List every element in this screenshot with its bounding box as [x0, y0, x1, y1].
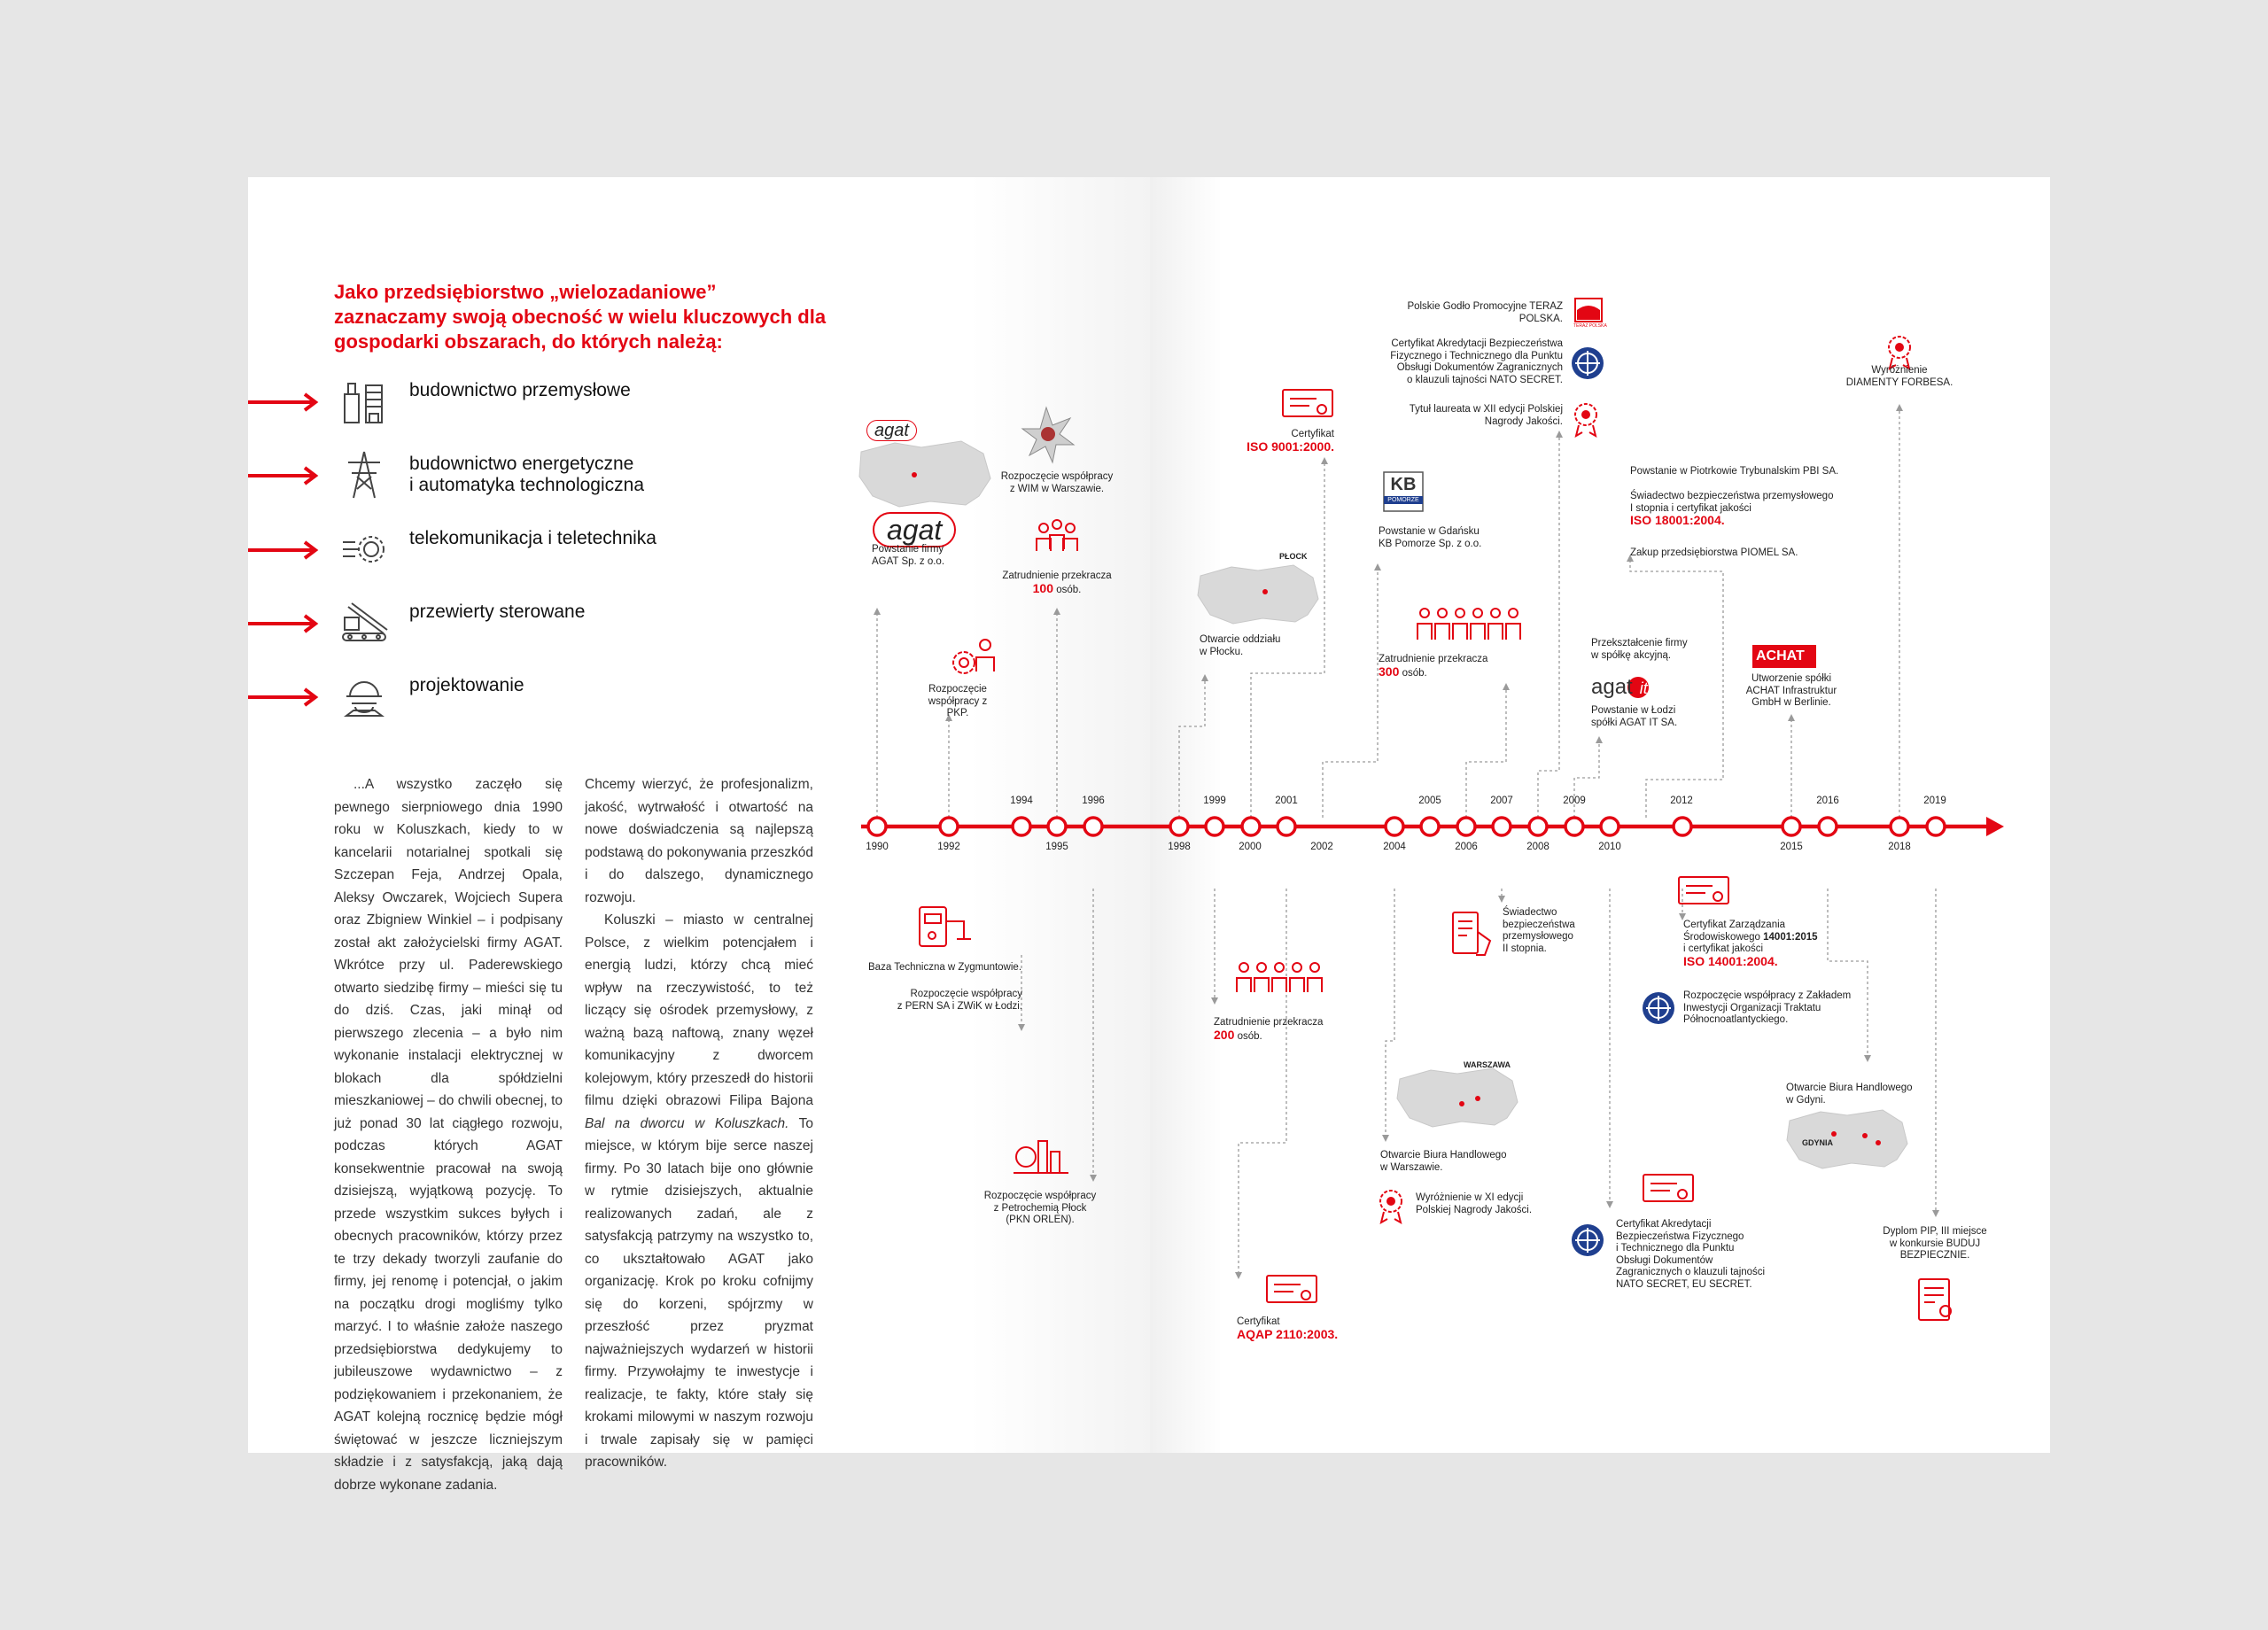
- year-label: 2015: [1780, 842, 1803, 852]
- connector-2002: [1239, 889, 1286, 1276]
- agat-it-logo-text: agat: [1591, 675, 1633, 699]
- event-2015-iso14001: [1683, 920, 1818, 969]
- year-label: 2019: [1923, 796, 1946, 806]
- year-label: 2006: [1455, 842, 1478, 852]
- agat-it-logo: [1591, 675, 1648, 701]
- connector-2005: [1323, 567, 1378, 818]
- year-label: 2002: [1310, 842, 1333, 852]
- cert-iso: ISO 9001:2000.: [1247, 439, 1334, 454]
- staff-unit: osób.: [1237, 1030, 1262, 1042]
- event-aqap: [1237, 1316, 1338, 1342]
- map-label-warszawa: WARSZAWA: [1464, 1060, 1511, 1069]
- event-2012-pbi: Powstanie w Piotrkowie Trybunalskim PBI SA.: [1630, 466, 1839, 477]
- year-label: 1994: [1010, 796, 1033, 806]
- body-text: Koluszki – miasto w centralnej Polsce, z wielkim potencjałem i energią ludzi, którzy chcą mieć wpływ na rzeczywistość, to też liczący się ośrodek przemysłowy, z ważną bazą naftową, znany węzeł komunikacyjny z dworcem kolejowym, który przeszedł do historii filmu dzięki obrazowi Filipa Bajona: [585, 912, 813, 1108]
- kb-logo-sub: POMORZE: [1384, 496, 1423, 504]
- film-title: Bal na dworcu w Koluszkach.: [585, 1115, 789, 1131]
- staff-unit: osób.: [1056, 584, 1082, 595]
- event-text: Świadectwo bezpieczeństwa przemysłowego I stopnia i certyfikat jakości: [1630, 491, 1834, 514]
- cert-aqap: AQAP 2110:2003.: [1237, 1326, 1339, 1341]
- category-label: projektowanie: [409, 675, 524, 695]
- nato-emblem-icon: [1572, 1224, 1604, 1256]
- map-label-gdynia: GDYNIA: [1802, 1138, 1834, 1147]
- category-label: budownictwo przemysłowe: [409, 380, 631, 400]
- pkp-gear-worker-icon: [953, 640, 994, 673]
- security-certificate-icon: [1453, 912, 1490, 955]
- body-paragraph: ...A wszystko zaczęło się pewnego sierpniowego dnia 1990 roku w Koluszkach, kiedy to w kancelarii notarialnej spotkali się Szczepan Feja, Andrzej Opala, Aleksy Owczarek, Wojciech Supera oraz Zbigniew Winkiel – i podpisany został akt założycielski firmy AGAT. Wkrótce przy ul. Paderewskiego otwarto siedzibę firmy – mieści się tu do dziś. Czas, jaki minął od pierwszego zlecenia – a było nim wykonanie instalacji elektrycznej w blokach dla spółdzielni mieszkaniowej – do chwili obecnej, to już ponad 30 lat ciągłego rozwoju, podczas których AGAT konsekwentnie pracował na swoją dzisiejszą, wyjątkową pozycję. To przede wszystkim sukces byłych i obecnych pracowników, którzy przez te trzy dekady tworzyli zaufanie do firmy, jej renomę i potencjał, o jakim na początku drogi mogliśmy tylko marzyć. I to właśnie założe naszego przedsiębiorstwa dedykujemy to jubileuszowe wydawnictwo – z podziękowaniem i przekonaniem, że AGAT kolejną rocznicę będzie mógł świętować w jeszcze liczniejszym składzie i z satysfakcją, jaką dają dobrze wykonane zadania.: [334, 777, 563, 1493]
- category-label: budownictwo energetyczne i automatyka technologiczna: [409, 454, 644, 495]
- year-label: 1998: [1168, 842, 1191, 852]
- event-1999-plock: Otwarcie oddziału w Płocku.: [1200, 634, 1281, 657]
- workers-300-icon: [1418, 609, 1520, 640]
- event-2008-award: Tytuł laureata w XII edycji Polskiej Nagrody Jakości.: [1409, 404, 1563, 427]
- kb-logo-text: KB: [1390, 475, 1417, 494]
- certificate-nato-icon: [1643, 1175, 1693, 1201]
- diploma-pip-icon: [1919, 1279, 1951, 1320]
- staff-label: Zatrudnienie przekracza: [1002, 570, 1112, 581]
- year-label: 2009: [1563, 796, 1586, 806]
- event-text: Certyfikat Zarządzania Środowiskowego: [1683, 920, 1786, 943]
- connector-2004: [1386, 889, 1394, 1138]
- year-label: 2007: [1490, 796, 1513, 806]
- category-label: przewierty sterowane: [409, 602, 586, 622]
- certificate-iso9001-icon: [1283, 390, 1332, 416]
- body-paragraph: Chcemy wierzyć, że profesjonalizm, jakość, wytrwałość i otwartość na nowe doświadczenia są najlepszą podstawą do pokonywania przeszkód i do dalszego, dynamicznego rozwoju.: [585, 777, 813, 905]
- workers-200-icon: [1237, 963, 1322, 992]
- event-2007-security: Świadectwo bezpieczeństwa przemysłowego II stopnia.: [1503, 907, 1575, 954]
- event-1996-orlen: Rozpoczęcie współpracy z Petrochemią Płock (PKN ORLEN).: [983, 1191, 1097, 1225]
- award-rosette-icon: [1575, 404, 1596, 436]
- poland-map-plock: [1198, 565, 1318, 624]
- year-label: 2010: [1598, 842, 1621, 852]
- event-1995-staff: [998, 570, 1116, 596]
- year-label: 1996: [1082, 796, 1105, 806]
- agat-it-logo-suffix: it: [1639, 679, 1648, 697]
- year-label: 2005: [1418, 796, 1441, 806]
- event-1995-wim: Rozpoczęcie współpracy z WIM w Warszawie.: [1000, 471, 1114, 494]
- event-2008-teraz-polska: Polskie Godło Promocyjne TERAZ POLSKA.: [1407, 301, 1563, 324]
- award-rosette-icon: [1380, 1191, 1402, 1222]
- event-2012-piomel: Zakup przedsiębiorstwa PIOMEL SA.: [1630, 547, 1798, 558]
- teraz-polska-text: TERAZ POLSKA: [1573, 323, 1607, 329]
- event-2004-award: Wyróżnienie w XI edycji Polskiej Nagrody Jakości.: [1416, 1192, 1533, 1215]
- year-label: 2004: [1383, 842, 1406, 852]
- event-2000-staff: [1214, 1017, 1323, 1043]
- event-2009-agatit: Powstanie w Łodzi spółki AGAT IT SA.: [1591, 705, 1678, 728]
- body-text: To miejsce, w którym bije serce naszej firmy. Po 30 latach bije ono głównie w rytmie dzisiejszych, aktualnie realizowanych zadań, ale z satysfakcją patrzymy na wszystko to, co ukształtowało AGAT jako organizację. Krok po kroku cofnijmy się do korzeni, spójrzmy w przeszłość przez pryzmat najważniejszych wydarzeń w historii firmy. Przywołajmy te inwestycje i realizacje, te fakty, które stały się krokami milowymi w naszym rozwoju i trwale zapisały się w pamięci pracowników.: [585, 1115, 813, 1470]
- staff-number: 300: [1379, 664, 1400, 679]
- connector-2008: [1538, 434, 1559, 818]
- year-label: 1990: [866, 842, 889, 852]
- event-text: i certyfikat jakości: [1683, 943, 1764, 954]
- year-label: 1995: [1045, 842, 1068, 852]
- achat-logo-text: ACHAT: [1756, 648, 1805, 664]
- event-2016-gdynia: Otwarcie Biura Handlowego w Gdyni.: [1786, 1083, 1913, 1106]
- cert-iso: 14001:2015: [1763, 931, 1818, 943]
- year-label: 1992: [937, 842, 960, 852]
- staff-unit: osób.: [1402, 667, 1427, 679]
- agat-logo: agat: [873, 512, 956, 547]
- year-label: 2008: [1526, 842, 1550, 852]
- event-1990: Powstanie firmy AGAT Sp. z o.o.: [872, 544, 945, 567]
- year-label: 2018: [1888, 842, 1911, 852]
- year-label: 2001: [1275, 796, 1298, 806]
- staff-number: 100: [1032, 580, 1053, 595]
- nato-emblem-icon: [1643, 992, 1674, 1024]
- event-2001-iso: [1240, 429, 1334, 454]
- staff-label: Zatrudnienie przekracza: [1214, 1017, 1324, 1028]
- intro-heading: Jako przedsiębiorstwo „wielozadaniowe” zaznaczamy swoją obecność w wielu kluczowych dla gospodarki obszarach, do których należą:: [334, 281, 827, 353]
- nato-emblem-icon: [1572, 347, 1604, 379]
- staff-number: 200: [1214, 1027, 1235, 1042]
- event-2018-pip: Dyplom PIP, III miejsce w konkursie BUDUJ BEZPIECZNIE.: [1883, 1226, 1987, 1261]
- year-label: 2016: [1816, 796, 1839, 806]
- cert-label: Certyfikat: [1237, 1316, 1280, 1327]
- petrochemical-plant-icon: [1014, 1141, 1068, 1173]
- certificate-iso14001-icon: [1679, 877, 1728, 904]
- certificate-aqap-icon: [1267, 1276, 1317, 1302]
- event-2006-staff: [1379, 654, 1487, 679]
- year-label: 1999: [1203, 796, 1226, 806]
- teraz-polska-logo: [1575, 299, 1602, 322]
- wim-emblem-icon: [1022, 408, 1074, 462]
- technical-base-machine-icon: [920, 907, 971, 946]
- event-1994-base: Baza Techniczna w Zygmuntowie.: [868, 962, 1022, 973]
- agat-small-logo: agat: [866, 420, 917, 441]
- cert-iso: ISO 14001:2004.: [1683, 953, 1778, 968]
- event-2005-kb: Powstanie w Gdańsku KB Pomorze Sp. z o.o.: [1379, 526, 1482, 549]
- year-label: 2012: [1670, 796, 1693, 806]
- year-label: 2000: [1239, 842, 1262, 852]
- timeline-arrowhead-icon: [1986, 817, 2004, 836]
- event-2015-nato-agency: Rozpoczęcie współpracy z Zakładem Inwestycji Organizacji Traktatu Północnoatlantyckiego.: [1683, 990, 1852, 1025]
- poland-map-warszawa: [1397, 1068, 1518, 1127]
- event-2015-achat: Utworzenie spółki ACHAT Infrastruktur GmbH w Berlinie.: [1745, 673, 1837, 708]
- event-2008-nato: Certyfikat Akredytacji Bezpieczeństwa Fizycznego i Technicznego dla Punktu Obsługi Dokumentów Zagranicznych o klauzuli tajności NATO SECRET.: [1390, 338, 1563, 385]
- event-2004-warsaw: Otwarcie Biura Handlowego w Warszawie.: [1380, 1150, 1507, 1173]
- cert-iso: ISO 18001:2004.: [1630, 513, 1725, 527]
- event-2019-forbes: Wyróżnienie DIAMENTY FORBESA.: [1845, 365, 1953, 388]
- connector-2016: [1828, 889, 1868, 1059]
- event-1992: Rozpoczęcie współpracy z PKP.: [928, 684, 988, 718]
- event-2012-security: [1630, 491, 1833, 529]
- workers-100-icon: [1037, 520, 1077, 551]
- cert-label: Certyfikat: [1291, 429, 1334, 439]
- forbes-diamond-award-icon: [1889, 337, 1910, 369]
- category-label: telekomunikacja i teletechnika: [409, 528, 656, 548]
- event-1994-pern: Rozpoczęcie współpracy z PERN SA i ZWiK w Łodzi.: [897, 989, 1022, 1012]
- event-2009-sa: Przekształcenie firmy w spółkę akcyjną.: [1591, 638, 1688, 661]
- poland-map-1990: [859, 441, 990, 507]
- event-2010-nato: Certyfikat Akredytacji Bezpieczeństwa Fizycznego i Technicznego dla Punktu Obsługi Dokumentów Zagranicznych o klauzuli tajności NATO SECRET, EU SECRET.: [1616, 1219, 1766, 1290]
- map-label-plock: PŁOCK: [1279, 552, 1308, 561]
- staff-label: Zatrudnienie przekracza: [1379, 654, 1488, 664]
